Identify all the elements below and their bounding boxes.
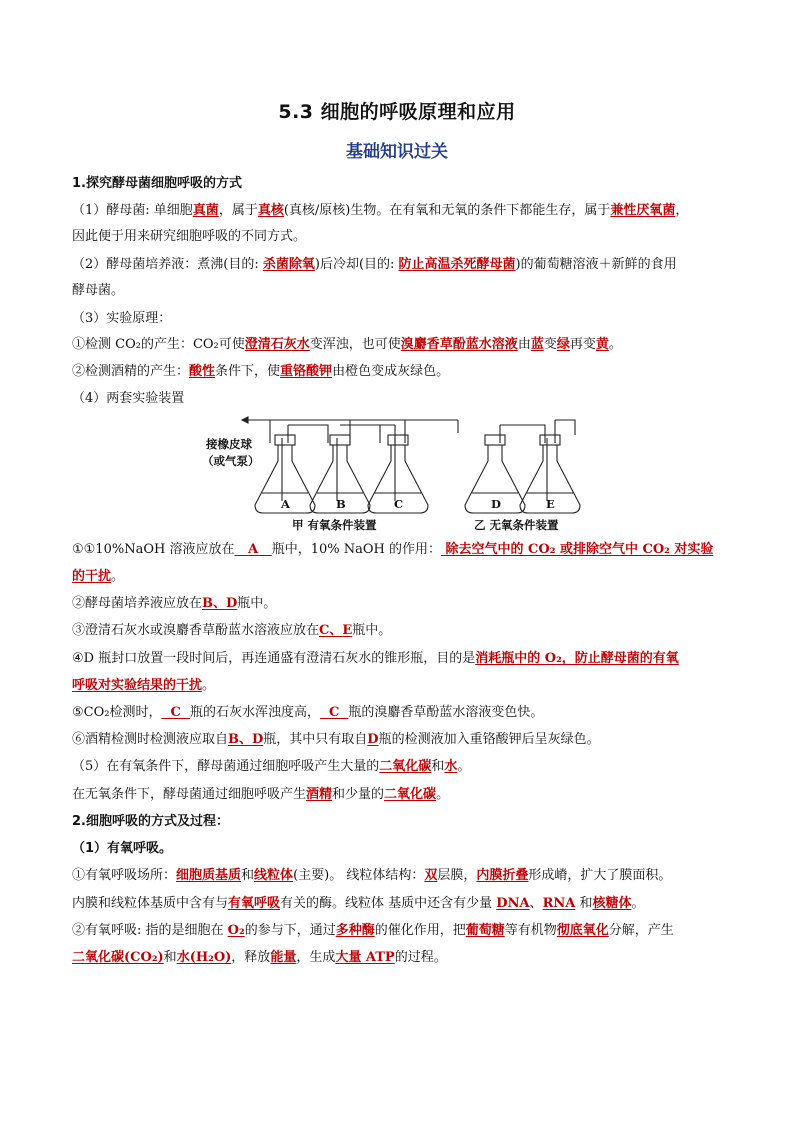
text: 瓶的检测液加入重铬酸钾后呈灰绿色。: [378, 732, 600, 747]
section2-heading: 2.细胞呼吸的方式及过程：: [72, 814, 229, 829]
answer: 真核: [257, 203, 284, 218]
text: ，: [675, 203, 689, 218]
answer: A: [234, 542, 272, 557]
para-line: [72, 731, 734, 749]
para-line: [72, 595, 734, 613]
caption-anaerobic: 乙 无氧条件装置: [474, 518, 559, 532]
answer: 葡萄糖: [465, 923, 505, 938]
answer: 核糖体: [592, 896, 632, 911]
text: ⑤CO₂检测时，: [72, 705, 162, 720]
answer: 多种酶: [335, 923, 375, 938]
para-line: [72, 677, 734, 695]
pump-label-2: （或气泵）: [202, 454, 260, 468]
para-line: 因此便于用来研究细胞呼吸的不同方式。: [72, 229, 307, 244]
text: （1）酵母菌: 单细胞: [72, 203, 193, 218]
text: 由: [517, 337, 531, 352]
para-line: [72, 922, 734, 940]
arrow-head: [242, 417, 248, 423]
para-line: [72, 256, 734, 274]
answer: C: [161, 705, 190, 720]
text: 等有机物: [504, 923, 557, 938]
para-line: [72, 949, 734, 967]
text: 。: [111, 569, 125, 584]
answer: 二氧化碳: [384, 787, 437, 802]
answer: 蓝: [530, 337, 544, 352]
text: 和: [431, 759, 445, 774]
text: ，属于: [218, 203, 258, 218]
text: 条件下，使: [215, 364, 281, 379]
answer: 二氧化碳: [379, 759, 432, 774]
para-line: （4）两套实验装置: [72, 391, 185, 406]
caption-aerobic: 甲 有氧条件装置: [292, 518, 377, 532]
text: (真核/原核)生物。在有氧和无氧的条件下都能生存，属于: [283, 203, 611, 218]
text: 由橙色变成灰绿色。: [332, 364, 450, 379]
text: （2）酵母菌培养液：煮沸(目的:: [72, 257, 263, 272]
text: 再变: [569, 337, 596, 352]
answer: 有氧呼吸: [228, 896, 281, 911]
para-line: [72, 650, 734, 668]
answer: 重铬酸钾: [280, 364, 333, 379]
answer: 水: [444, 759, 458, 774]
text: 的催化作用，把: [374, 923, 466, 938]
text: 和: [163, 950, 177, 965]
answer: 溴麝香草酚蓝水溶液: [400, 337, 518, 352]
text: (主要)。 线粒体结构：: [293, 868, 425, 883]
text: 层膜，: [437, 868, 477, 883]
text: 瓶中，10% NaOH 的作用：: [271, 542, 441, 557]
answer: 能量: [270, 950, 297, 965]
text: 、: [529, 896, 543, 911]
text: 。: [202, 678, 216, 693]
answer: 二氧化碳(CO₂): [72, 950, 164, 965]
answer: 的干扰: [72, 569, 112, 584]
text: 和: [575, 896, 593, 911]
answer: 彻底氧化: [556, 923, 609, 938]
flask-c-label: C: [394, 497, 404, 511]
text: （5）在有氧条件下，酵母菌通过细胞呼吸产生大量的: [72, 759, 380, 774]
page-title: 5.3 细胞的呼吸原理和应用: [278, 101, 516, 123]
text: 内膜和线粒体基质中含有与: [72, 896, 229, 911]
answer: 大量 ATP: [335, 950, 395, 965]
text: 。: [457, 759, 471, 774]
answer: 酒精: [306, 787, 333, 802]
flask-b-label: B: [336, 497, 346, 511]
answer: 除去空气中的 CO₂ 或排除空气中 CO₂ 对实验: [441, 542, 714, 557]
text: ，生成: [296, 950, 336, 965]
flask-d-label: D: [491, 497, 501, 511]
text: 。: [436, 787, 450, 802]
text: )后冷却(目的:: [314, 257, 399, 272]
answer: 线粒体: [254, 868, 294, 883]
para-line: [72, 786, 734, 804]
text: 的参与下，通过: [244, 923, 336, 938]
para-line: [72, 202, 734, 220]
para-line: [72, 363, 734, 381]
answer: 杀菌除氧: [262, 257, 315, 272]
text: ②酵母菌培养液应放在: [72, 596, 203, 611]
para-line: [72, 568, 734, 586]
text: ⑥酒精检测时检测液应取自: [72, 732, 229, 747]
answer: 澄清石灰水: [244, 337, 310, 352]
text: 变: [543, 337, 557, 352]
answer: 水(H₂O): [176, 950, 232, 965]
text: ④D 瓶封口放置一段时间后，再连通盛有澄清石灰水的锥形瓶，目的是: [72, 651, 476, 666]
answer: D: [367, 732, 379, 747]
answer: O₂: [227, 923, 245, 938]
answer: 呼吸对实验结果的干扰: [72, 678, 203, 693]
para-line: [72, 704, 734, 722]
para-line: （3）实验原理：: [72, 311, 172, 326]
answer: RNA: [542, 896, 576, 911]
text: 形成嵴，扩大了膜面积。: [528, 868, 672, 883]
para-line: [72, 541, 734, 559]
text: ③澄清石灰水或溴麝香草酚蓝水溶液应放在: [72, 623, 320, 638]
text: 瓶，其中只有取自: [263, 732, 368, 747]
para-line: [72, 758, 734, 776]
text: 的过程。: [394, 950, 447, 965]
answer: 细胞质基质: [176, 868, 242, 883]
flask-e-label: E: [546, 497, 555, 511]
para-line: 酵母菌。: [72, 283, 125, 298]
text: 在无氧条件下，酵母菌通过细胞呼吸产生: [72, 787, 307, 802]
answer: B、D: [228, 732, 264, 747]
answer: 双: [424, 868, 438, 883]
text: 。: [608, 337, 622, 352]
text: ②检测酒精的产生：: [72, 364, 190, 379]
answer: C: [319, 705, 349, 720]
text: 分解，产生: [608, 923, 674, 938]
para-line: [72, 336, 734, 354]
text: ①检测 CO₂的产生：CO₂可使: [72, 337, 245, 352]
text: ，释放: [231, 950, 271, 965]
text: 有关的酶。线粒体 基质中还含有少量: [280, 896, 497, 911]
text: 瓶的溴麝香草酚蓝水溶液变色快。: [348, 705, 544, 720]
text: 和: [241, 868, 255, 883]
answer: 兼性厌氧菌: [610, 203, 676, 218]
section-subtitle: 基础知识过关: [346, 142, 448, 162]
text: 瓶的石灰水浑浊度高，: [189, 705, 320, 720]
answer: 防止高温杀死酵母菌: [398, 257, 516, 272]
text: 瓶中。: [237, 596, 277, 611]
flask-a-label: A: [281, 497, 290, 511]
answer: 黄: [595, 337, 609, 352]
answer: 绿: [556, 337, 570, 352]
answer: DNA: [496, 896, 530, 911]
text: ①有氧呼吸场所：: [72, 868, 177, 883]
text: 和少量的: [332, 787, 385, 802]
answer: B、D: [202, 596, 238, 611]
para-line: [72, 895, 734, 913]
text: 变浑浊，也可使: [309, 337, 401, 352]
text: ①①10%NaOH 溶液应放在: [72, 542, 235, 557]
answer: 内膜折叠: [476, 868, 529, 883]
text: ②有氧呼吸: 指的是细胞在: [72, 923, 228, 938]
pump-label: 接橡皮球: [206, 437, 252, 451]
text: )的葡萄糖溶液＋新鲜的食用: [515, 257, 677, 272]
answer: 真菌: [192, 203, 219, 218]
answer: C、E: [319, 623, 353, 638]
answer: 酸性: [189, 364, 216, 379]
para-line: [72, 867, 734, 885]
text: 瓶中。: [352, 623, 392, 638]
answer: 消耗瓶中的 O₂，防止酵母菌的有氧: [475, 651, 679, 666]
text: 。: [631, 896, 645, 911]
section1-heading: 1.探究酵母菌细胞呼吸的方式: [72, 176, 242, 191]
subsection-heading: （1）有氧呼吸。: [72, 841, 173, 856]
apparatus-diagram: [200, 413, 585, 533]
para-line: [72, 622, 734, 640]
